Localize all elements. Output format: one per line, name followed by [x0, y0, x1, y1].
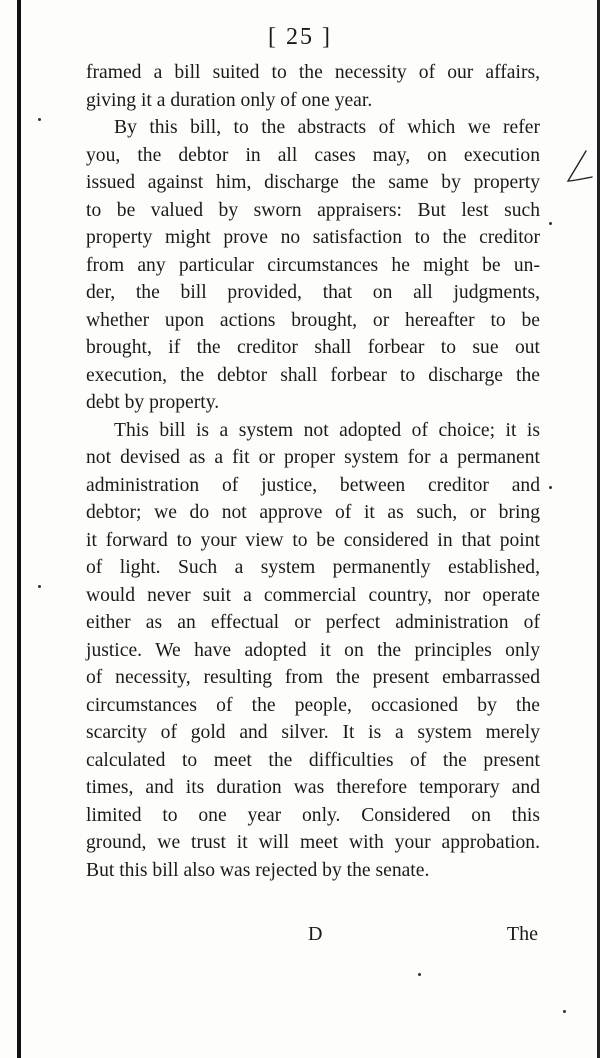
text-line: you, the debtor in all cases may, on execution	[86, 144, 540, 166]
page-number: [ 25 ]	[268, 24, 332, 50]
text-line: would never suit a commercial country, nor operate	[86, 584, 540, 606]
text-line: from any particular circumstances he might be un-	[86, 254, 540, 276]
signature-mark: D	[308, 923, 323, 945]
ink-speck	[563, 1010, 566, 1013]
ink-speck	[38, 118, 41, 121]
text-line: of necessity, resulting from the present embarrassed	[86, 667, 540, 688]
handwritten-margin-mark-icon	[562, 147, 596, 187]
text-line: execution, the debtor shall forbear to discharge the	[86, 364, 540, 386]
ink-speck	[418, 973, 421, 976]
ink-speck	[549, 222, 552, 225]
text-line: times, and its duration was therefore temporary and	[86, 777, 540, 798]
text-line: it forward to your view to be considered in that point	[86, 529, 540, 551]
text-line: limited to one year only. Considered on this	[86, 804, 540, 826]
text-line: whether upon actions brought, or hereafter to be	[86, 309, 540, 331]
text-line: This bill is a system not adopted of choice; it is	[114, 419, 540, 441]
text-line: But this bill also was rejected by the senate.	[86, 859, 430, 881]
text-line: administration of justice, between creditor and	[86, 474, 540, 496]
ink-speck	[38, 585, 41, 588]
text-line: to be valued by sworn appraisers: But lest such	[86, 199, 540, 221]
text-line: brought, if the creditor shall forbear to sue out	[86, 337, 540, 358]
text-line: justice. We have adopted it on the principles only	[86, 639, 540, 661]
text-line: By this bill, to the abstracts of which we refer	[114, 117, 540, 138]
text-line: calculated to meet the difficulties of the present	[86, 749, 540, 771]
body-text	[86, 59, 540, 884]
text-line: of light. Such a system permanently established,	[86, 557, 540, 578]
text-line: not devised as a fit or proper system for a permanent	[86, 447, 540, 468]
text-line: debt by property.	[86, 392, 220, 413]
text-line: circumstances of the people, occasioned by the	[86, 694, 540, 716]
text-line: property might prove no satisfaction to the creditor	[86, 227, 540, 248]
text-line: issued against him, discharge the same by property	[86, 172, 540, 193]
text-line: either as an effectual or perfect administration of	[86, 612, 540, 633]
text-line: giving it a duration only of one year.	[86, 89, 373, 111]
text-line: framed a bill suited to the necessity of our affairs,	[86, 62, 540, 83]
text-line: der, the bill provided, that on all judgments,	[86, 282, 540, 303]
ink-speck	[549, 486, 552, 489]
catchword: The	[506, 923, 538, 945]
text-line: ground, we trust it will meet with your approbation.	[86, 832, 540, 853]
text-line: scarcity of gold and silver. It is a system merely	[86, 722, 540, 743]
page-binding-edge	[17, 0, 21, 1058]
text-line: debtor; we do not approve of it as such, or bring	[86, 502, 540, 523]
